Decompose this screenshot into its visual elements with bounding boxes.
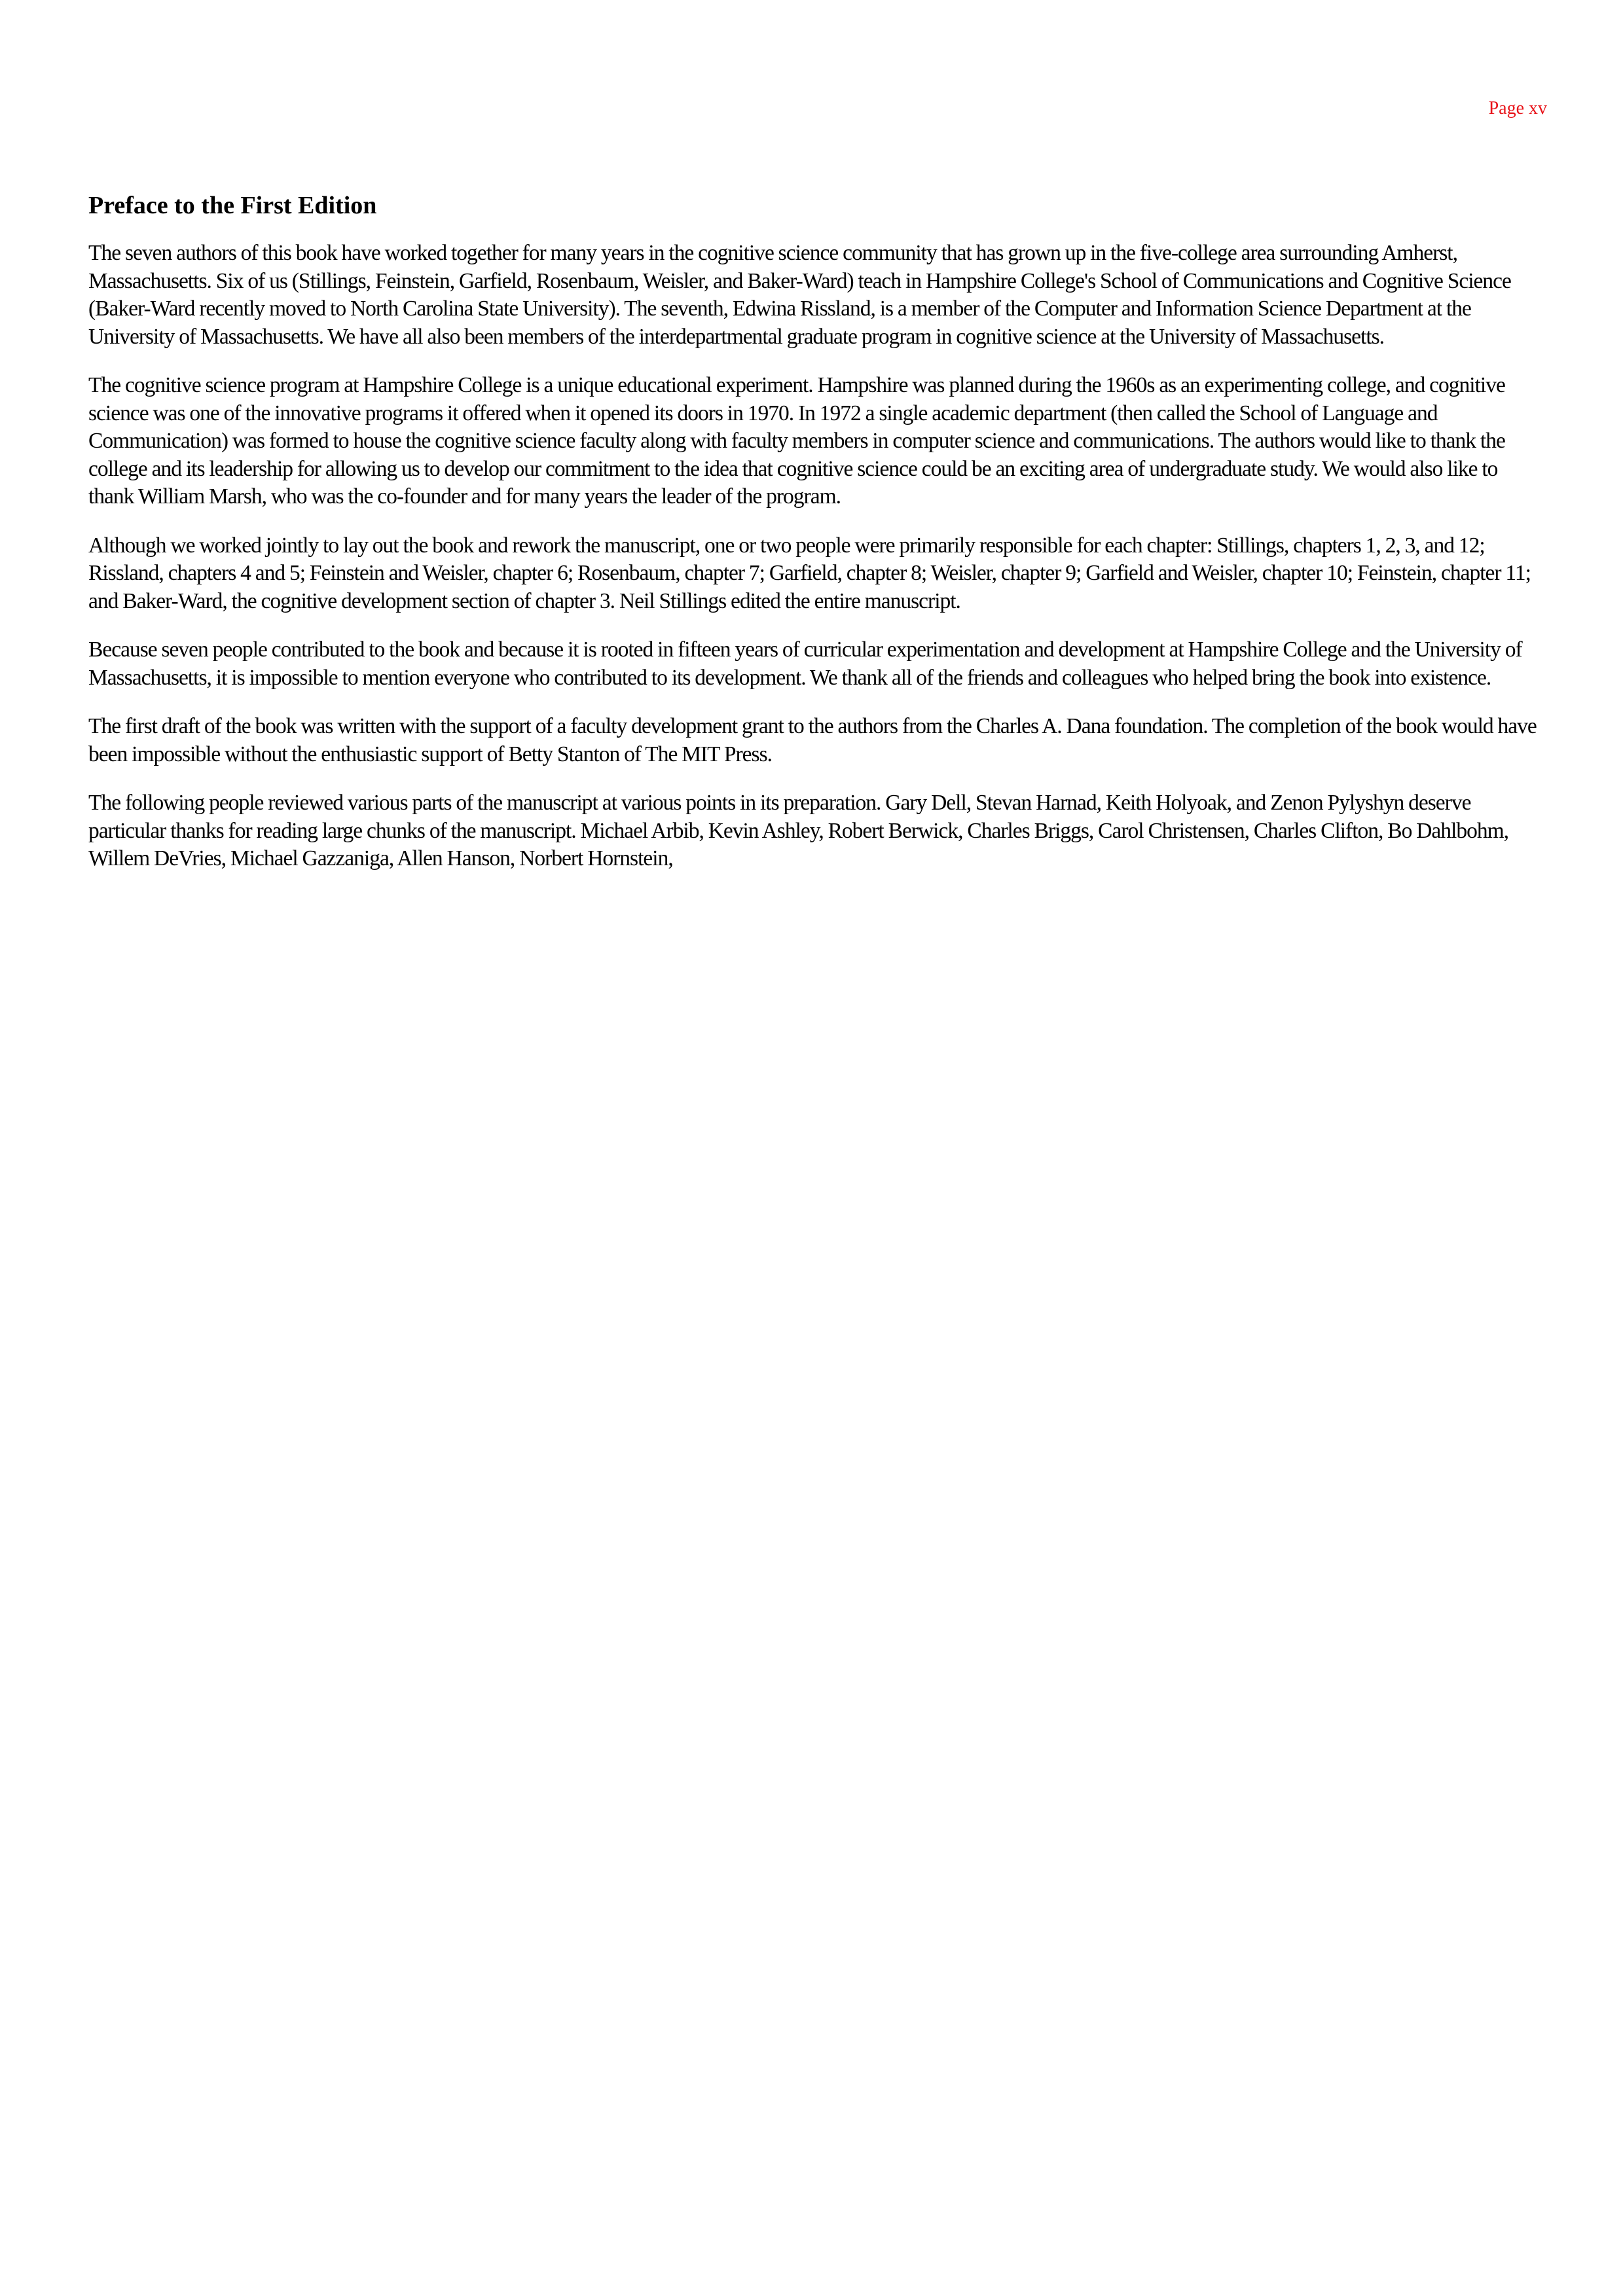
section-heading: Preface to the First Edition [88,192,377,219]
paragraph-6: The following people reviewed various parts of the manuscript at various points in its preparation. Gary Dell, Stevan Harnad, Keith Holyoak, and Zenon Pylyshyn deserve particular thanks for reading large chunks of the manuscript. Michael Arbib, Kevin Ashley, Robert Berwick, Charles Briggs, Carol Christensen, Charles Clifton, Bo Dahlbohm, Willem DeVries, Michael Gazzaniga, Allen Hanson, Norbert Hornstein, [88,791,1509,870]
document-body [88,190,1545,894]
paragraph-3: Although we worked jointly to lay out the book and rework the manuscript, one or two people were primarily responsible for each chapter: Stillings, chapters 1, 2, 3, and 12; Rissland, chapters 4 and 5; Feinstein and Weisler, chapter 6; Rosenbaum, chapter 7; Garfield, chapter 8; Weisler, chapter 9; Garfield and Weisler, chapter 10; Feinstein, chapter 11; and Baker-Ward, the cognitive development section of chapter 3. Neil Stillings edited the entire manuscript. [88,533,1531,613]
paragraph-5: The first draft of the book was written with the support of a faculty development grant to the authors from the Charles A. Dana foundation. The completion of the book would have been impossible without the enthusiastic support of Betty Stanton of The MIT Press. [88,714,1537,766]
paragraph-4: Because seven people contributed to the book and because it is rooted in fifteen years of curricular experimentation and development at Hampshire College and the University of Massachusetts, it is impossible to mention everyone who contributed to its development. We thank all of the friends and colleagues who helped bring the book into existence. [88,637,1522,690]
paragraph-1: The seven authors of this book have worked together for many years in the cognitive science community that has grown up in the five-college area surrounding Amherst, Massachusetts. Six of us (Stillings, Feinstein, Garfield, Rosenbaum, Weisler, and Baker-Ward) teach in Hampshire College's School of Communications and Cognitive Science (Baker-Ward recently moved to North Carolina State University). The seventh, Edwina Rissland, is a member of the Computer and Information Science Department at the University of Massachusetts. We have all also been members of the interdepartmental graduate program in cognitive science at the University of Massachusetts. [88,241,1511,349]
paragraph-2: The cognitive science program at Hampshire College is a unique educational experiment. Hampshire was planned during the 1960s as an experimenting college, and cognitive science was one of the innovative programs it offered when it opened its doors in 1970. In 1972 a single academic department (then called the School of Language and Communication) was formed to house the cognitive science faculty along with faculty members in computer science and communications. The authors would like to thank the college and its leadership for allowing us to develop our commitment to the idea that cognitive science could be an exciting area of undergraduate study. We would also like to thank William Marsh, who was the co-founder and for many years the leader of the program. [88,373,1505,509]
page-number: Page xv [1488,98,1547,118]
